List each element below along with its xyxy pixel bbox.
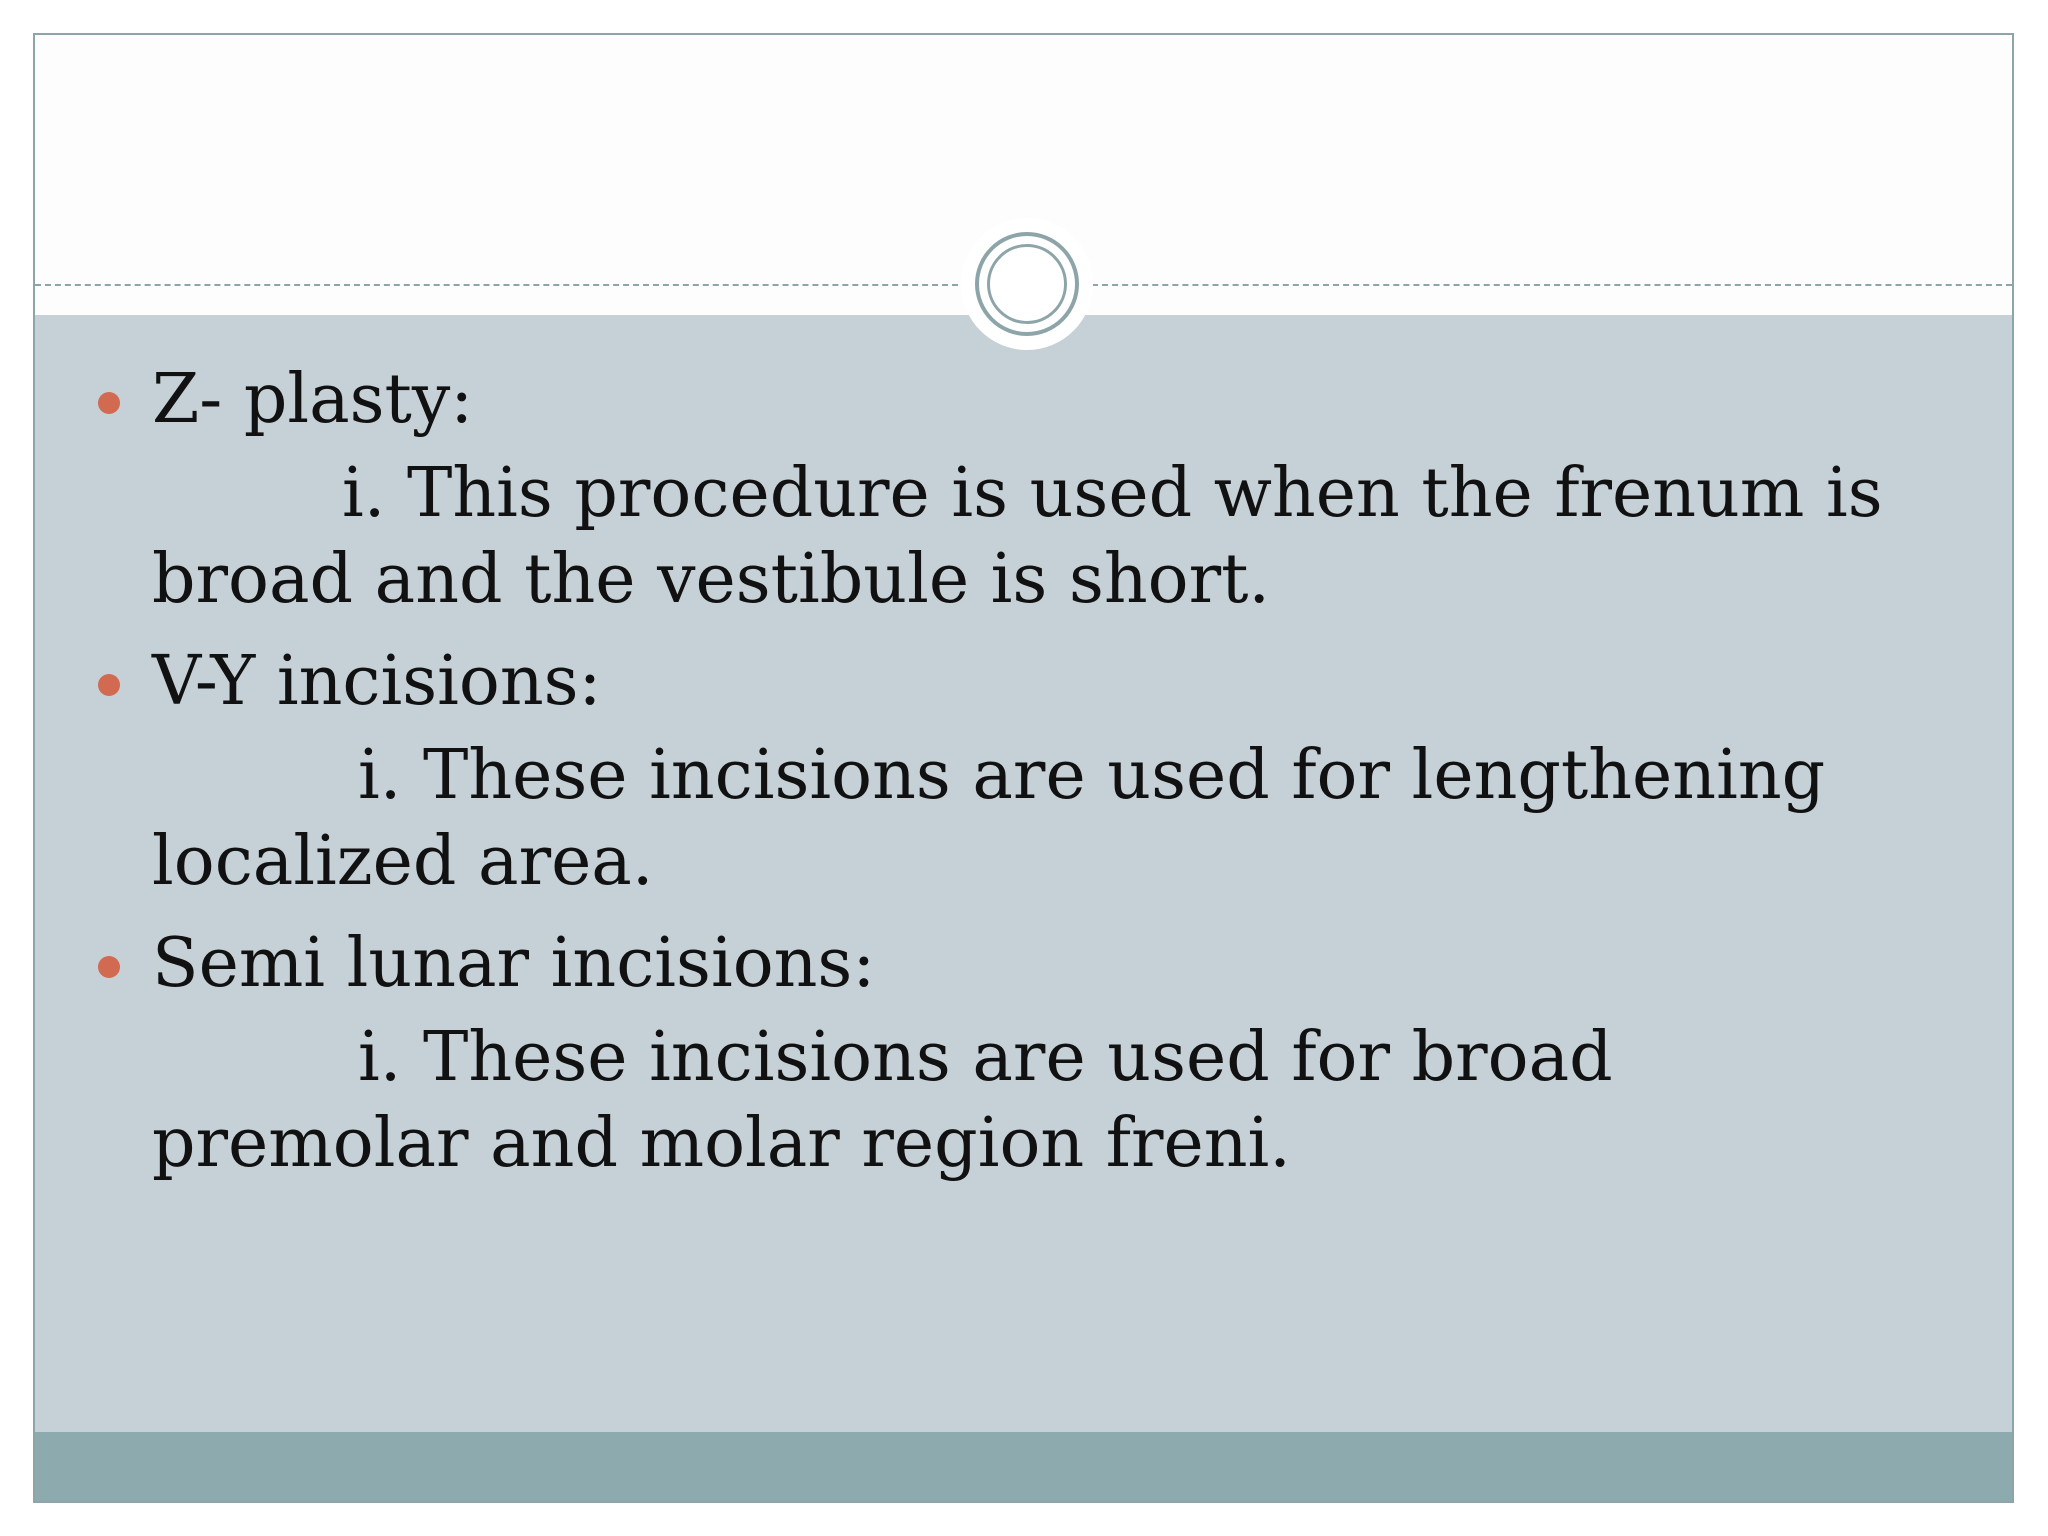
bullet-list — [35, 355, 2012, 1187]
list-item — [35, 637, 2012, 905]
item-heading: V-Y incisions: — [152, 642, 602, 721]
circle-ornament-inner — [987, 244, 1067, 324]
list-item — [35, 919, 2012, 1187]
header-divider-left — [35, 284, 958, 286]
item-detail: i. These incisions are used for broad premolar and molar region freni. — [152, 1018, 1613, 1183]
item-heading: Z- plasty: — [152, 360, 474, 439]
item-detail: i. This procedure is used when the frenum is broad and the vestibule is short. — [152, 454, 1883, 619]
bullet-dot-icon — [98, 674, 120, 696]
item-detail: i. These incisions are used for lengthening localized area. — [152, 736, 1826, 901]
list-item — [35, 355, 2012, 623]
circle-ornament-icon — [975, 232, 1079, 336]
bullet-dot-icon — [98, 956, 120, 978]
header-divider-right — [1092, 284, 2012, 286]
item-heading: Semi lunar incisions: — [152, 924, 876, 1003]
slide — [33, 33, 2014, 1503]
bullet-dot-icon — [98, 392, 120, 414]
footer-band — [35, 1432, 2012, 1503]
